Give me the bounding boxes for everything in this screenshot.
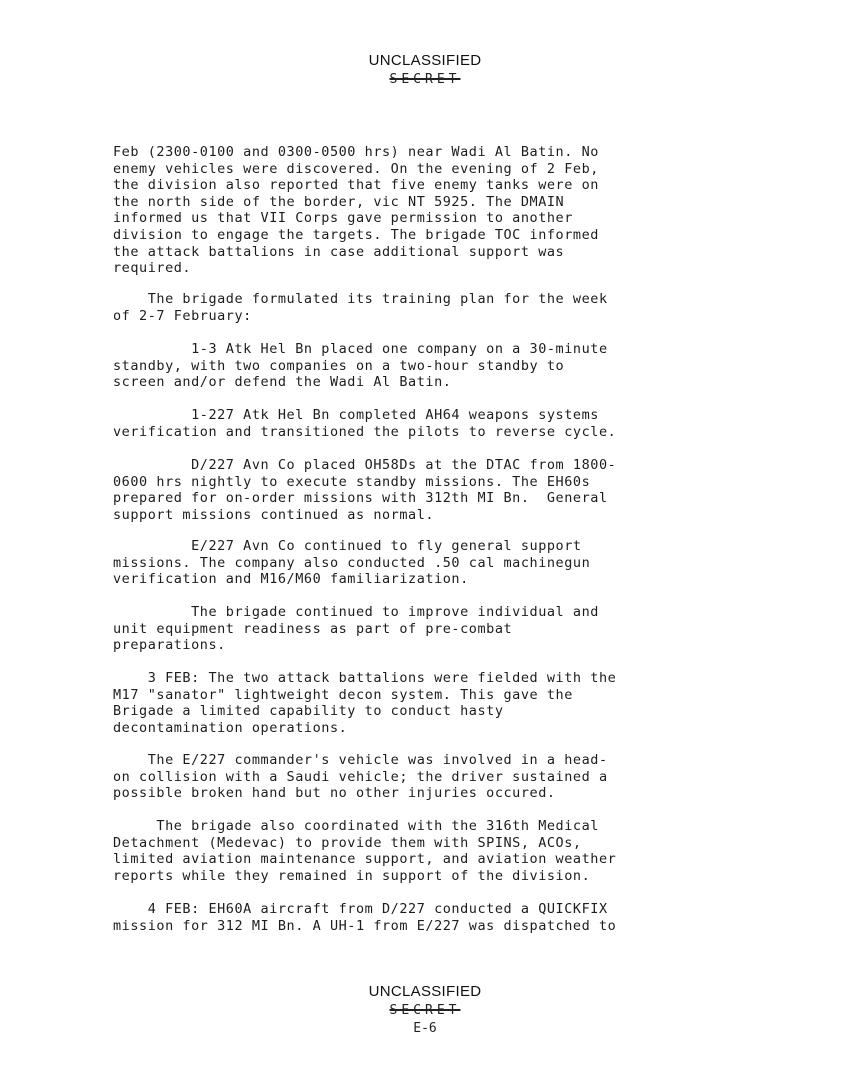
footer-classification: UNCLASSIFIED	[368, 983, 482, 1000]
paragraph-10: The brigade also coordinated with the 316th Medical Detachment (Medevac) to provide them with SPINS, ACOs, limited aviation maintenance support, and aviation weather reports while they remained in support of the division.	[113, 818, 617, 884]
paragraph-1: Feb (2300-0100 and 0300-0500 hrs) near Wadi Al Batin. No enemy vehicles were discovered. On the evening of 2 Feb, the division also reported that five enemy tanks were on the north side of the border, vic NT 5925. The DMAIN informed us that VII Corps gave permission to another division to engage the targets. The brigade TOC informed the attack battalions in case additional support was required.	[113, 144, 599, 277]
paragraph-5: D/227 Avn Co placed OH58Ds at the DTAC from 1800- 0600 hrs nightly to execute standby missions. The EH60s prepared for on-order missions with 312th MI Bn. General support missions continued as normal.	[113, 457, 617, 523]
paragraph-6: E/227 Avn Co continued to fly general support missions. The company also conducted .50 cal machinegun verification and M16/M60 familiarization.	[113, 538, 591, 588]
header-classification: UNCLASSIFIED	[368, 52, 482, 69]
paragraph-3: 1-3 Atk Hel Bn placed one company on a 30-minute standby, with two companies on a two-hour standby to screen and/or defend the Wadi Al Batin.	[113, 341, 608, 391]
paragraph-4: 1-227 Atk Hel Bn completed AH64 weapons systems verification and transitioned the pilots to reverse cycle.	[113, 407, 617, 440]
paragraph-7: The brigade continued to improve individual and unit equipment readiness as part of pre-combat preparations.	[113, 604, 599, 654]
page-number: E-6	[413, 1021, 437, 1036]
paragraph-2: The brigade formulated its training plan for the week of 2-7 February:	[113, 291, 608, 324]
footer-secret-stamp-struck: SECRET	[389, 1003, 461, 1018]
paragraph-8: 3 FEB: The two attack battalions were fielded with the M17 "sanator" lightweight decon system. This gave the Brigade a limited capability to conduct hasty decontamination operations.	[113, 670, 617, 736]
paragraph-9: The E/227 commander's vehicle was involved in a head- on collision with a Saudi vehicle; the driver sustained a possible broken hand but no other injuries occured.	[113, 752, 608, 802]
paragraph-11: 4 FEB: EH60A aircraft from D/227 conducted a QUICKFIX mission for 312 MI Bn. A UH-1 from E/227 was dispatched to	[113, 901, 617, 934]
header-secret-stamp-struck: SECRET	[389, 72, 461, 87]
